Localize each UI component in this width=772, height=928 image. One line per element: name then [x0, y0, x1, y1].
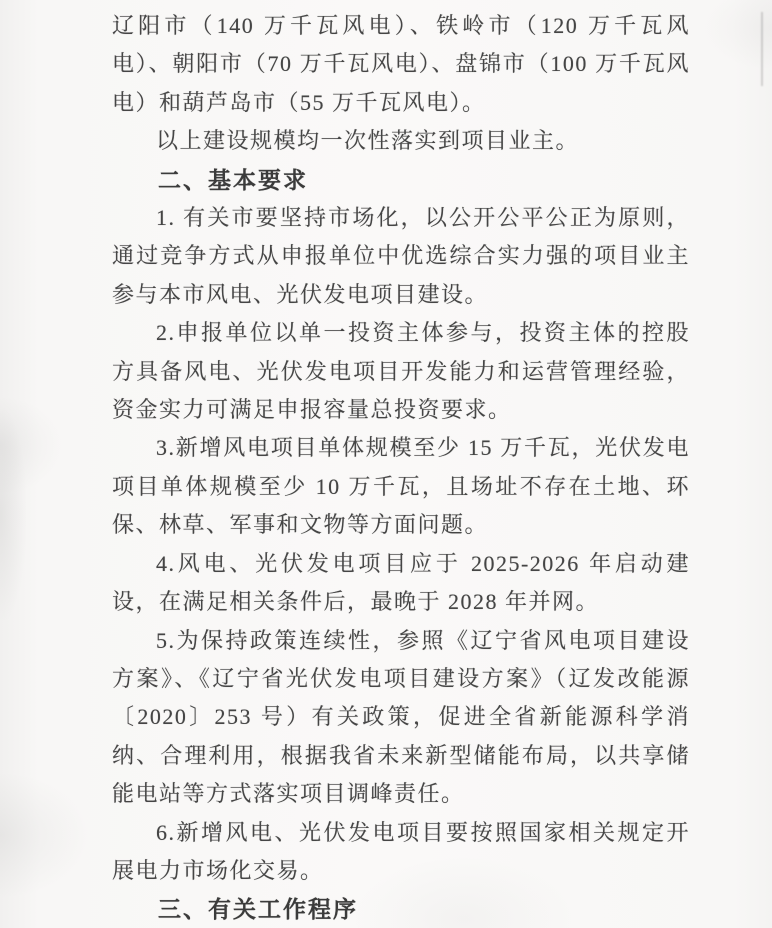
paragraph-city-wind-quotas: 辽阳市（140 万千瓦风电）、铁岭市（120 万千瓦风电）、朝阳市（70 万千瓦风电）、盘锦市（100 万千瓦风电）和葫芦岛市（55 万千瓦风电）。	[112, 13, 690, 115]
paragraph-item-3-minimum-scale: 3.新增风电项目单体规模至少 15 万千瓦，光伏发电项目单体规模至少 10 万千瓦，且场址不存在土地、环保、林草、军事和文物等方面问题。	[112, 435, 690, 538]
paragraph-item-4-construction-timeline: 4.风电、光伏发电项目应于 2025-2026 年启动建设，在满足相关条件后，最晚于 2028 年并网。	[112, 550, 690, 615]
heading-section-2-basic-requirements: 二、基本要求	[158, 166, 308, 193]
heading-section-3-work-procedures: 三、有关工作程序	[158, 896, 358, 923]
scan-edge-artifact	[761, 12, 763, 86]
paragraph-item-2-single-investor: 2.申报单位以单一投资主体参与，投资主体的控股方具备风电、光伏发电项目开发能力和运营管理经验，资金实力可满足申报容量总投资要求。	[112, 320, 690, 423]
paragraph-item-6-power-trading: 6.新增风电、光伏发电项目要按照国家相关规定开展电力市场化交易。	[112, 819, 690, 883]
scan-smudge-artifact	[0, 410, 26, 620]
paragraph-item-1-market-selection: 1. 有关市要坚持市场化，以公开公平公正为原则，通过竞争方式从申报单位中优选综合实力强的项目业主参与本市风电、光伏发电项目建设。	[112, 205, 690, 307]
paragraph-implementation-note: 以上建设规模均一次性落实到项目业主。	[156, 128, 580, 154]
paragraph-item-5-policy-continuity: 5.为保持政策连续性，参照《辽宁省风电项目建设方案》、《辽宁省光伏发电项目建设方案》（辽发改能源〔2020〕253 号）有关政策，促进全省新能源科学消纳、合理利用，根据我省未来新型储能布局，以共享储能电站等方式落实项目调峰责任。	[112, 627, 690, 807]
